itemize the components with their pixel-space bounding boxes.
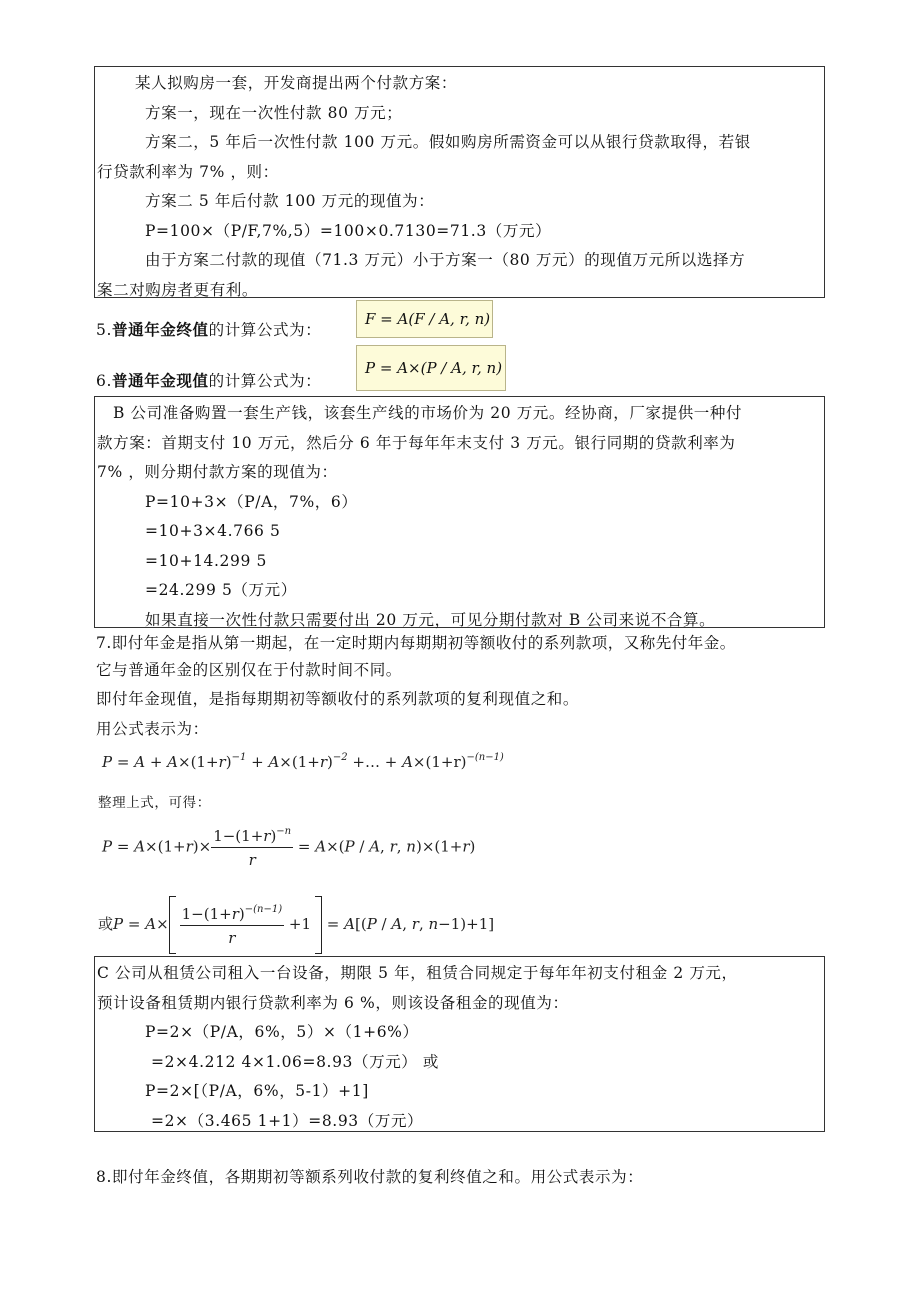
box3-line-2: 预计设备租赁期内银行贷款利率为 6 %，则该设备租金的现值为： [97,993,569,1012]
example-box-leasing [94,956,825,1132]
item5-suffix: 的计算公式为： [208,321,322,339]
annuity-due-pv-series-formula: $P = A + A\times(1+r)^{-1} + A\times(1+r)^{-2}$ +… + $A\times(1+r)^{-(n-1)}$ [102,752,504,771]
example-box-installment [94,396,825,628]
box2-line-3: 7% ，则分期付款方案的现值为： [97,463,338,481]
example-box-house-purchase [94,66,825,298]
box1-line-6: P=100×（P/F,7%,5）=100×0.7130=71.3（万元） [145,221,552,240]
box3-line-4: =2×4.212 4×1.06=8.93（万元） 或 [151,1052,440,1071]
box2-line-6: =10+14.299 5 [145,551,267,570]
or-label: 或 [98,915,114,933]
box2-line-1: B 公司准备购置一套生产钱，该套生产线的市场价为 20 万元。经协商，厂家提供一种付 [113,404,743,422]
box2-line-2: 款方案：首期支付 10 万元，然后分 6 年于每年年末支付 3 万元。银行同期的贷款利率为 [97,433,736,452]
box2-line-8: 如果直接一次性付款只需要付出 20 万元，可见分期付款对 B 公司来说不合算。 [145,610,716,629]
item5-heading [96,317,321,343]
item6-term: 普通年金现值 [112,371,209,390]
box3-line-1: C 公司从租赁公司租入一台设备，期限 5 年，租赁合同规定于每年年初支付租金 2 万元， [97,964,738,982]
box3-line-3: P=2×（P/A，6%，5）×（1+6%） [145,1023,419,1041]
item6-suffix: 的计算公式为： [208,372,322,390]
tidy-label: 整理上式，可得： [98,795,211,811]
annuity-due-pv-simplified-formula: P = A×(1+r)× $\frac{1-(1+r)^{-n}}{r}$ = A×(P / A, r, n)×(1+r) [102,826,476,869]
item6-heading [96,368,321,394]
box1-line-1: 某人拟购房一套，开发商提出两个付款方案： [135,74,458,92]
box1-line-8: 案二对购房者更有利。 [97,280,259,299]
box3-line-5: P=2×[（P/A，6%，5-1）+1] [145,1082,369,1100]
item7-para-4: 用公式表示为： [96,720,209,738]
item5-term: 普通年金终值 [112,320,209,339]
item7-para-3: 即付年金现值，是指每期期初等额收付的系列款项的复利现值之和。 [96,690,580,708]
box1-line-2: 方案一，现在一次性付款 80 万元； [145,103,403,122]
item8-text: 8.即付年金终值，各期期初等额系列收付款的复利终值之和。用公式表示为： [96,1168,644,1186]
box1-line-3: 方案二，5 年后一次性付款 100 万元。假如购房所需资金可以从银行贷款取得，若银 [145,133,751,151]
item6-formula: P = A×(P / A, r, n) [356,345,506,391]
item6-number: 6. [96,372,112,390]
item5-formula: F = A(F / A, r, n) [356,300,493,338]
box3-line-6: =2×（3.465 1+1）=8.93（万元） [151,1111,424,1130]
box2-line-4: P=10+3×（P/A，7%，6） [145,492,358,511]
item7-para-2: 它与普通年金的区别仅在于付款时间不同。 [96,661,402,679]
box2-line-5: =10+3×4.766 5 [145,522,281,540]
item7-para-1: 7.即付年金是指从第一期起，在一定时期内每期期初等额收付的系列款项，又称先付年金。 [96,634,736,652]
box1-line-7: 由于方案二付款的现值（71.3 万元）小于方案一（80 万元）的现值万元所以选择方 [145,251,746,269]
annuity-due-pv-alternate-formula: 或P = A× $\frac{1-(1+r)^{-(n-1)}}{r}$ +1 = A[(P / A, r, n−1)+1] [98,896,494,954]
box2-line-7: =24.299 5（万元） [145,581,297,599]
box1-line-4: 行贷款利率为 7% ，则： [97,162,279,181]
box1-line-5: 方案二 5 年后付款 100 万元的现值为： [145,192,435,210]
item5-number: 5. [96,321,112,339]
